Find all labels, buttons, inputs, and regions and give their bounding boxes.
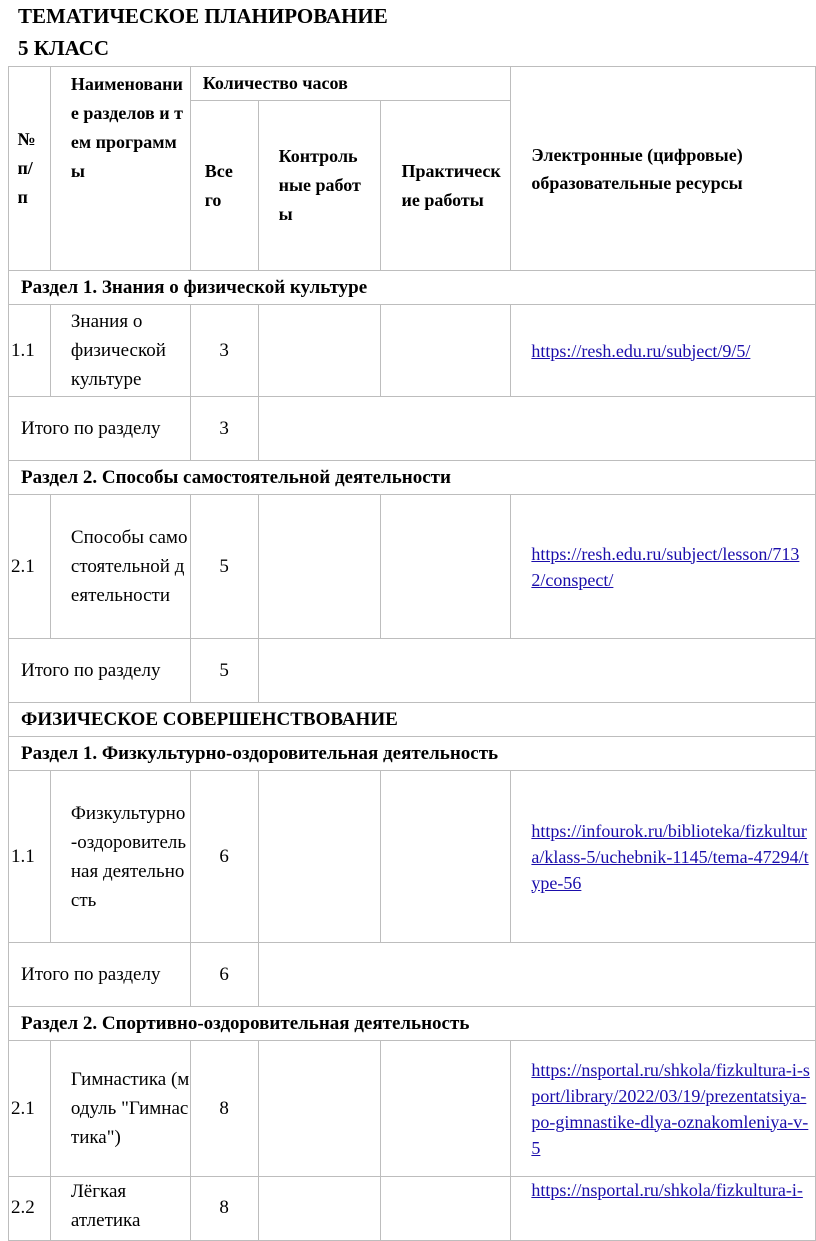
row-hours: 5	[190, 495, 258, 639]
row-hours: 8	[190, 1177, 258, 1241]
row-practical	[381, 1041, 511, 1177]
section-title: Раздел 1. Знания о физической культуре	[9, 271, 816, 305]
row-resource	[511, 1041, 816, 1177]
row-name: Гимнастика (модуль "Гимнастика")	[50, 1041, 190, 1177]
total-hours: 5	[190, 639, 258, 703]
header-control: Контрольные работы	[258, 101, 381, 271]
empty-cell	[258, 639, 815, 703]
row-control	[258, 1041, 381, 1177]
table-row	[9, 1041, 816, 1177]
row-control	[258, 1177, 381, 1241]
planning-table	[8, 66, 816, 1241]
part-title: ФИЗИЧЕСКОЕ СОВЕРШЕНСТВОВАНИЕ	[9, 703, 816, 737]
row-resource	[511, 305, 816, 397]
table-row	[9, 943, 816, 1007]
row-number: 1.1	[9, 771, 51, 943]
resource-link[interactable]: https://resh.edu.ru/subject/9/5/	[531, 340, 751, 361]
header-num: № п/ п	[9, 67, 51, 271]
row-name: Физкультурно-оздоровительная деятельность	[50, 771, 190, 943]
table-row	[9, 639, 816, 703]
header-total: Всего	[190, 101, 258, 271]
table-row	[9, 397, 816, 461]
row-resource	[511, 495, 816, 639]
total-label: Итого по разделу	[9, 639, 191, 703]
row-control	[258, 305, 381, 397]
row-number: 2.1	[9, 495, 51, 639]
page-title: ТЕМАТИЧЕСКОЕ ПЛАНИРОВАНИЕ	[18, 4, 388, 28]
section-title: Раздел 1. Физкультурно-оздоровительная деятельность	[9, 737, 816, 771]
row-number: 2.1	[9, 1041, 51, 1177]
total-label: Итого по разделу	[9, 397, 191, 461]
section-title: Раздел 2. Спортивно-оздоровительная деятельность	[9, 1007, 816, 1041]
resource-link[interactable]: https://resh.edu.ru/subject/lesson/7132/conspect/	[531, 543, 800, 590]
row-practical	[381, 495, 511, 639]
total-label: Итого по разделу	[9, 943, 191, 1007]
header-hours: Количество часов	[190, 67, 511, 101]
empty-cell	[258, 943, 815, 1007]
resource-link[interactable]: https://nsportal.ru/shkola/fizkultura-i-	[531, 1180, 803, 1200]
table-row	[9, 495, 816, 639]
row-hours: 3	[190, 305, 258, 397]
row-practical	[381, 305, 511, 397]
section-title: Раздел 2. Способы самостоятельной деятельности	[9, 461, 816, 495]
row-name: Способы самостоятельной деятельности	[50, 495, 190, 639]
table-row	[9, 305, 816, 397]
total-hours: 3	[190, 397, 258, 461]
row-control	[258, 771, 381, 943]
table-row	[9, 771, 816, 943]
row-number: 1.1	[9, 305, 51, 397]
table-row	[9, 1177, 816, 1241]
row-resource	[511, 771, 816, 943]
resource-link[interactable]: https://nsportal.ru/shkola/fizkultura-i-sport/library/2022/03/19/prezentatsiya-po-gimnastike-dlya-oznakomleniya-v-5	[531, 1059, 810, 1158]
row-hours: 8	[190, 1041, 258, 1177]
row-number: 2.2	[9, 1177, 51, 1241]
total-hours: 6	[190, 943, 258, 1007]
empty-cell	[258, 397, 815, 461]
row-name: Знания о физической культуре	[50, 305, 190, 397]
header-resources: Электронные (цифровые) образовательные ресурсы	[511, 67, 816, 271]
row-resource	[511, 1177, 816, 1241]
page-subtitle: 5 КЛАСС	[18, 36, 110, 60]
row-hours: 6	[190, 771, 258, 943]
row-control	[258, 495, 381, 639]
header-name: Наименование разделов и тем программы	[50, 67, 190, 271]
row-practical	[381, 771, 511, 943]
header-practical: Практические работы	[381, 101, 511, 271]
row-name: Лёгкая атлетика	[50, 1177, 190, 1241]
resource-link[interactable]: https://infourok.ru/biblioteka/fizkultura/klass-5/uchebnik-1145/tema-47294/type-56	[531, 820, 809, 893]
row-practical	[381, 1177, 511, 1241]
